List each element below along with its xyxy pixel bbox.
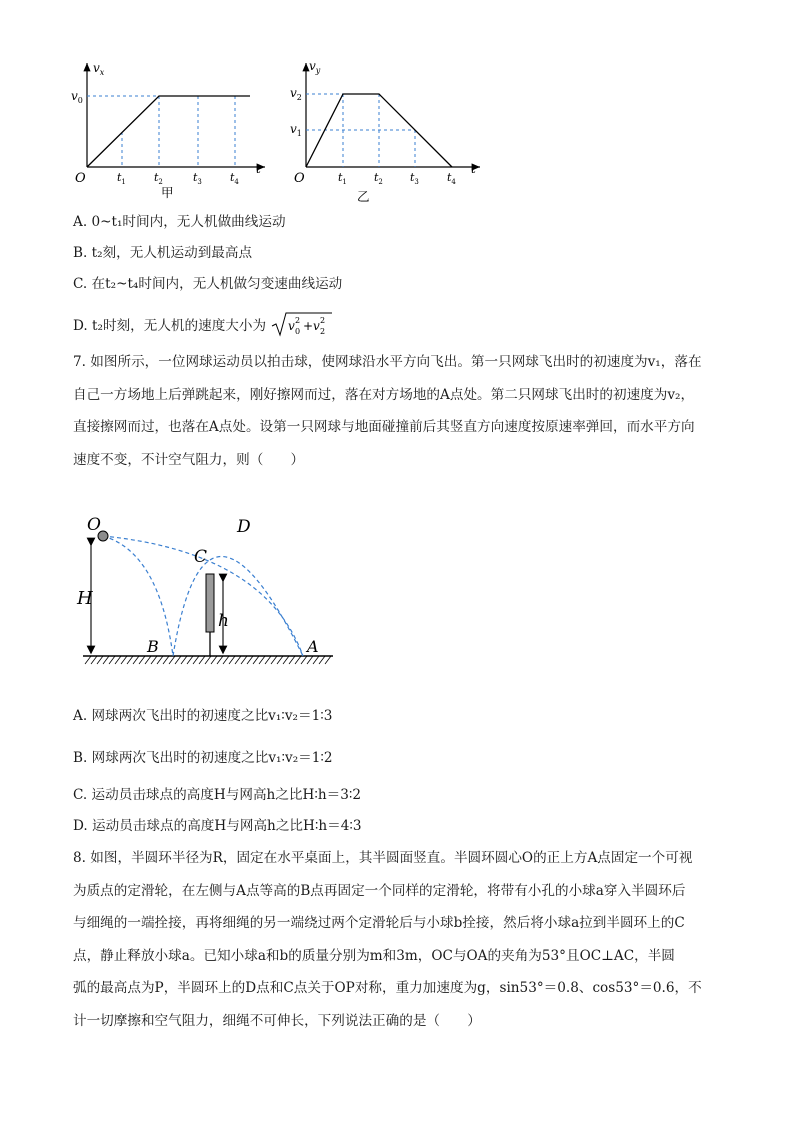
svg-text:vx: $v_x$ (93, 61, 105, 77)
svg-text:h: h (218, 611, 229, 631)
svg-text:v: v (313, 319, 321, 333)
tennis-figure (75, 512, 340, 672)
svg-text:t4: $t_4$ (230, 171, 239, 186)
graph-jia (60, 55, 290, 205)
q6-option-c[interactable]: C. 在t₂~t₄时间内，无人机做匀变速曲线运动 (73, 276, 343, 292)
svg-text:B: B (147, 637, 159, 656)
svg-text:2: 2 (320, 327, 326, 336)
svg-text:2: 2 (295, 316, 301, 325)
q8-line-6: 计一切摩擦和空气阻力，细绳不可伸长，下列说法正确的是（ ） (73, 1012, 481, 1029)
q6-option-a[interactable]: A. 0~t₁时间内，无人机做曲线运动 (73, 214, 286, 230)
q7-line-2: 自己一方场地上后弹跳起来，刚好擦网而过，落在对方场地的A点处。第二只网球飞出时的初速度为v₂， (73, 386, 695, 403)
sqrt-formula (270, 311, 334, 337)
svg-text:D: D (237, 517, 251, 537)
q7-option-d[interactable]: D. 运动员击球点的高度H与网高h之比H∶h＝4∶3 (73, 818, 362, 834)
q8-line-3: 与细绳的一端拴接，再将细绳的另一端绕过两个定滑轮后与小球b拴接，然后将小球a拉到半圆环上的C (73, 915, 685, 931)
svg-text:t3: $t_3$ (410, 171, 419, 186)
svg-text:t2: $t_2$ (154, 171, 163, 186)
svg-text:0: 0 (295, 327, 301, 336)
svg-text:+: + (303, 319, 314, 333)
q7-stem (73, 346, 721, 476)
svg-text:2: 2 (320, 316, 326, 325)
q8-line-4: 点，静止释放小球a。已知小球a和b的质量分别为m和3m，OC与OA的夹角为53°且OC⊥AC，半圆 (73, 947, 675, 964)
svg-text:H: H (77, 588, 93, 609)
svg-text:t4: $t_4$ (447, 171, 456, 186)
svg-text:t: t (471, 162, 476, 176)
q7-option-b[interactable]: B. 网球两次飞出时的初速度之比v₁∶v₂＝1∶2 (73, 750, 333, 766)
q7-option-c[interactable]: C. 运动员击球点的高度H与网高h之比H∶h＝3∶2 (73, 787, 362, 803)
net (206, 574, 214, 632)
q8-line-5: 弧的最高点为P，半圆环上的D点和C点关于OP对称，重力加速度为g，sin53°＝0.8、cos53°＝0.6，不 (73, 980, 702, 996)
q8-line-2: 为质点的定滑轮，在左侧与A点等高的B点再固定一个同样的定滑轮，将带有小孔的小球a穿入半圆环后 (73, 882, 686, 899)
svg-text:v1: $v_1$ (290, 122, 302, 138)
svg-text:甲: 甲 (161, 185, 174, 200)
q7-line-3: 直接擦网而过，也落在A点处。设第一只网球与地面碰撞前后其竖直方向速度按原速率弹回，而水平方向 (73, 419, 695, 435)
svg-text:O: O (87, 515, 101, 535)
svg-text:vy: $v_y$ (309, 59, 321, 75)
q6-option-d-label: D. t₂时刻，无人机的速度大小为 (73, 318, 267, 334)
svg-text:t2: $t_2$ (374, 171, 383, 186)
svg-text:t1: $t_1$ (338, 171, 347, 186)
graph-yi (283, 55, 493, 205)
q6-option-d[interactable] (73, 311, 334, 337)
q7-line-1: 7. 如图所示，一位网球运动员以拍击球，使网球沿水平方向飞出。第一只网球飞出时的初速度为v₁，落在 (73, 354, 702, 370)
q8-stem (73, 842, 721, 1037)
svg-text:O: O (294, 171, 305, 186)
svg-text:t1: $t_1$ (117, 171, 126, 186)
q7-option-a[interactable]: A. 网球两次飞出时的初速度之比v₁∶v₂＝1∶3 (73, 708, 333, 724)
svg-text:v0: $v_0$ (71, 89, 83, 105)
jia-vx-curve (87, 96, 250, 167)
q7-line-4: 速度不变，不计空气阻力，则（ ） (73, 451, 305, 468)
q6-option-b[interactable]: B. t₂刻，无人机运动到最高点 (73, 245, 253, 261)
svg-text:v2: $v_2$ (290, 86, 302, 102)
svg-text:t3: $t_3$ (193, 171, 202, 186)
svg-text:乙: 乙 (357, 189, 370, 204)
svg-text:C: C (194, 547, 208, 567)
svg-text:v: v (288, 319, 296, 333)
svg-text:O: O (75, 171, 86, 186)
svg-text:A: A (307, 637, 319, 656)
q8-line-1: 8. 如图，半圆环半径为R，固定在水平桌面上，其半圆面竖直。半圆环圆心O的正上方A点固定一个可视 (73, 850, 693, 866)
svg-text:t: t (256, 162, 261, 176)
